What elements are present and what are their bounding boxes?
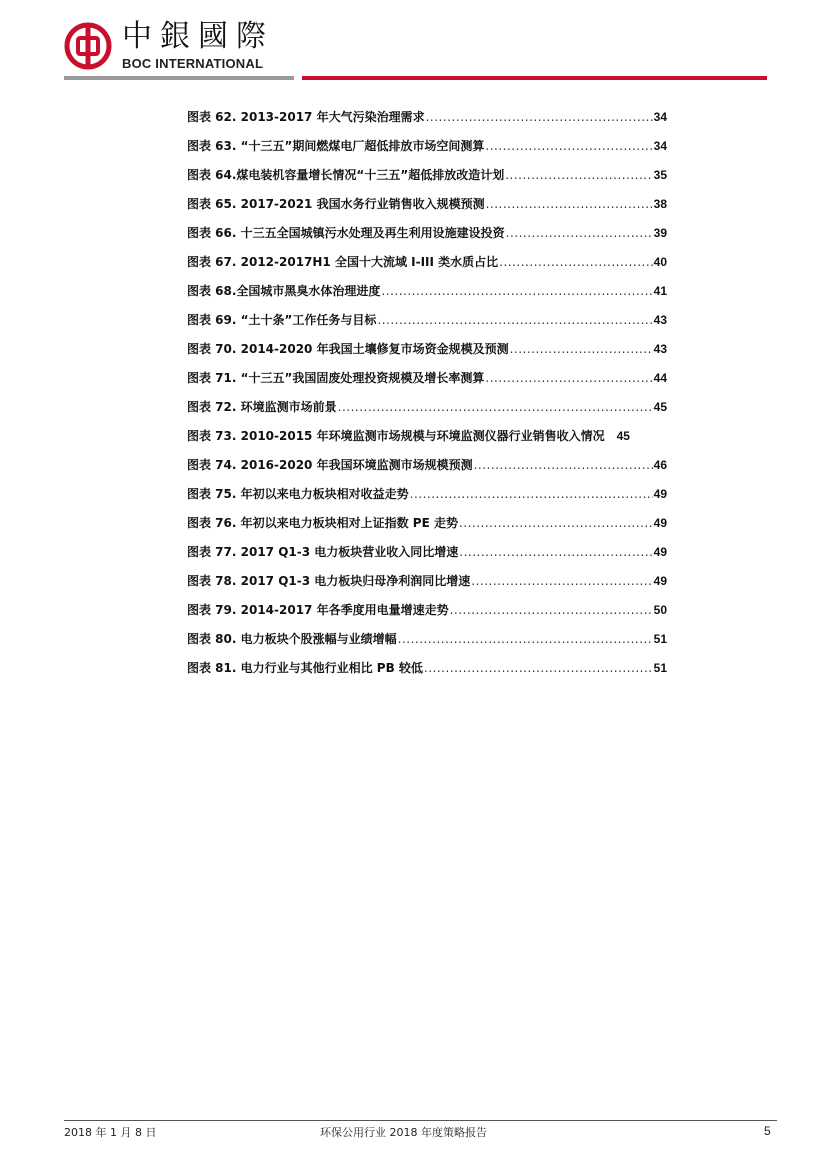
toc-entry-page: 51	[653, 632, 667, 646]
toc-entry-page: 40	[653, 255, 667, 269]
dot-leader	[499, 252, 652, 272]
toc-entry-63[interactable]	[187, 136, 667, 165]
dot-leader	[474, 455, 653, 475]
footer-date: 2018 年 1 月 8 日	[64, 1126, 157, 1139]
dot-leader	[506, 223, 653, 243]
toc-entry-page: 38	[653, 197, 667, 211]
toc-entry-page: 45	[616, 429, 630, 443]
toc-entry-72[interactable]	[187, 397, 667, 426]
dot-leader	[381, 281, 652, 301]
dot-leader	[485, 136, 652, 156]
toc-entry-76[interactable]	[187, 513, 667, 542]
dot-leader	[505, 165, 652, 185]
toc-entry-page: 45	[653, 400, 667, 414]
toc-entry-label: 图表 76. 年初以来电力板块相对上证指数 PE 走势	[187, 516, 458, 530]
toc-entry-71[interactable]	[187, 368, 667, 397]
toc-entry-label: 图表 75. 年初以来电力板块相对收益走势	[187, 487, 409, 501]
dot-leader	[510, 339, 653, 359]
dot-leader	[486, 194, 653, 214]
toc-entry-78[interactable]	[187, 571, 667, 600]
toc-entry-page: 43	[653, 313, 667, 327]
header-rule-gray	[64, 76, 294, 80]
page-header	[0, 0, 827, 90]
toc-entry-label: 图表 65. 2017-2021 我国水务行业销售收入规模预测	[187, 197, 485, 211]
dot-leader	[450, 600, 653, 620]
header-rule-red	[302, 76, 767, 80]
toc-entry-73[interactable]	[187, 426, 667, 455]
toc-entry-label: 图表 70. 2014-2020 年我国土壤修复市场资金规模及预测	[187, 342, 509, 356]
toc-entry-label: 图表 62. 2013-2017 年大气污染治理需求	[187, 110, 425, 124]
toc-entry-page: 43	[653, 342, 667, 356]
toc-entry-page: 49	[653, 487, 667, 501]
toc-entry-page: 51	[653, 661, 667, 675]
toc-entry-66[interactable]	[187, 223, 667, 252]
toc-entry-81[interactable]	[187, 658, 667, 687]
brand-name-chinese: 中銀國際	[122, 19, 274, 54]
dot-leader	[338, 397, 653, 417]
dot-leader	[485, 368, 652, 388]
toc-entry-label: 图表 72. 环境监测市场前景	[187, 400, 337, 414]
toc-entry-label: 图表 78. 2017 Q1-3 电力板块归母净利润同比增速	[187, 574, 471, 588]
footer-page-number: 5	[764, 1124, 771, 1138]
dot-leader	[410, 484, 653, 504]
dot-leader	[471, 571, 652, 591]
dot-leader	[459, 542, 652, 562]
dot-leader	[424, 658, 653, 678]
brand-name-english: BOC INTERNATIONAL	[122, 56, 264, 71]
toc-entry-70[interactable]	[187, 339, 667, 368]
figure-list	[187, 107, 667, 687]
toc-entry-label: 图表 63. “十三五”期间燃煤电厂超低排放市场空间测算	[187, 139, 485, 153]
dot-leader	[426, 107, 653, 127]
toc-entry-label: 图表 81. 电力行业与其他行业相比 PB 较低	[187, 661, 423, 675]
toc-entry-label: 图表 64.煤电装机容量增长情况“十三五”超低排放改造计划	[187, 168, 505, 182]
toc-entry-page: 34	[653, 139, 667, 153]
toc-entry-79[interactable]	[187, 600, 667, 629]
toc-entry-label: 图表 66. 十三五全国城镇污水处理及再生利用设施建设投资	[187, 226, 505, 240]
dot-leader	[459, 513, 653, 533]
toc-entry-page: 44	[653, 371, 667, 385]
toc-entry-64[interactable]	[187, 165, 667, 194]
dot-leader	[377, 310, 652, 330]
toc-entry-label: 图表 79. 2014-2017 年各季度用电量增速走势	[187, 603, 449, 617]
toc-entry-page: 49	[653, 574, 667, 588]
toc-entry-80[interactable]	[187, 629, 667, 658]
toc-entry-label: 图表 77. 2017 Q1-3 电力板块营业收入同比增速	[187, 545, 459, 559]
toc-entry-74[interactable]	[187, 455, 667, 484]
toc-entry-62[interactable]	[187, 107, 667, 136]
toc-entry-69[interactable]	[187, 310, 667, 339]
toc-entry-67[interactable]	[187, 252, 667, 281]
toc-entry-75[interactable]	[187, 484, 667, 513]
footer-rule	[64, 1120, 777, 1121]
dot-leader	[398, 629, 653, 649]
toc-entry-label: 图表 71. “十三五”我国固废处理投资规模及增长率测算	[187, 371, 485, 385]
toc-entry-page: 46	[653, 458, 667, 472]
toc-entry-label: 图表 80. 电力板块个股涨幅与业绩增幅	[187, 632, 397, 646]
toc-entry-label: 图表 68.全国城市黑臭水体治理进度	[187, 284, 381, 298]
toc-entry-label: 图表 69. “土十条”工作任务与目标	[187, 313, 377, 327]
bank-of-china-logo-icon	[64, 22, 112, 70]
toc-entry-65[interactable]	[187, 194, 667, 223]
footer-report-title: 环保公用行业 2018 年度策略报告	[320, 1126, 487, 1139]
toc-entry-label: 图表 73. 2010-2015 年环境监测市场规模与环境监测仪器行业销售收入情况	[187, 429, 605, 443]
toc-entry-page: 49	[653, 545, 667, 559]
toc-entry-label: 图表 74. 2016-2020 年我国环境监测市场规模预测	[187, 458, 473, 472]
toc-entry-page: 39	[653, 226, 667, 240]
toc-entry-label: 图表 67. 2012-2017H1 全国十大流域 I-III 类水质占比	[187, 255, 499, 269]
toc-entry-page: 35	[653, 168, 667, 182]
toc-entry-77[interactable]	[187, 542, 667, 571]
toc-entry-page: 34	[653, 110, 667, 124]
toc-entry-page: 50	[653, 603, 667, 617]
toc-entry-page: 41	[653, 284, 667, 298]
toc-entry-page: 49	[653, 516, 667, 530]
toc-entry-68[interactable]	[187, 281, 667, 310]
